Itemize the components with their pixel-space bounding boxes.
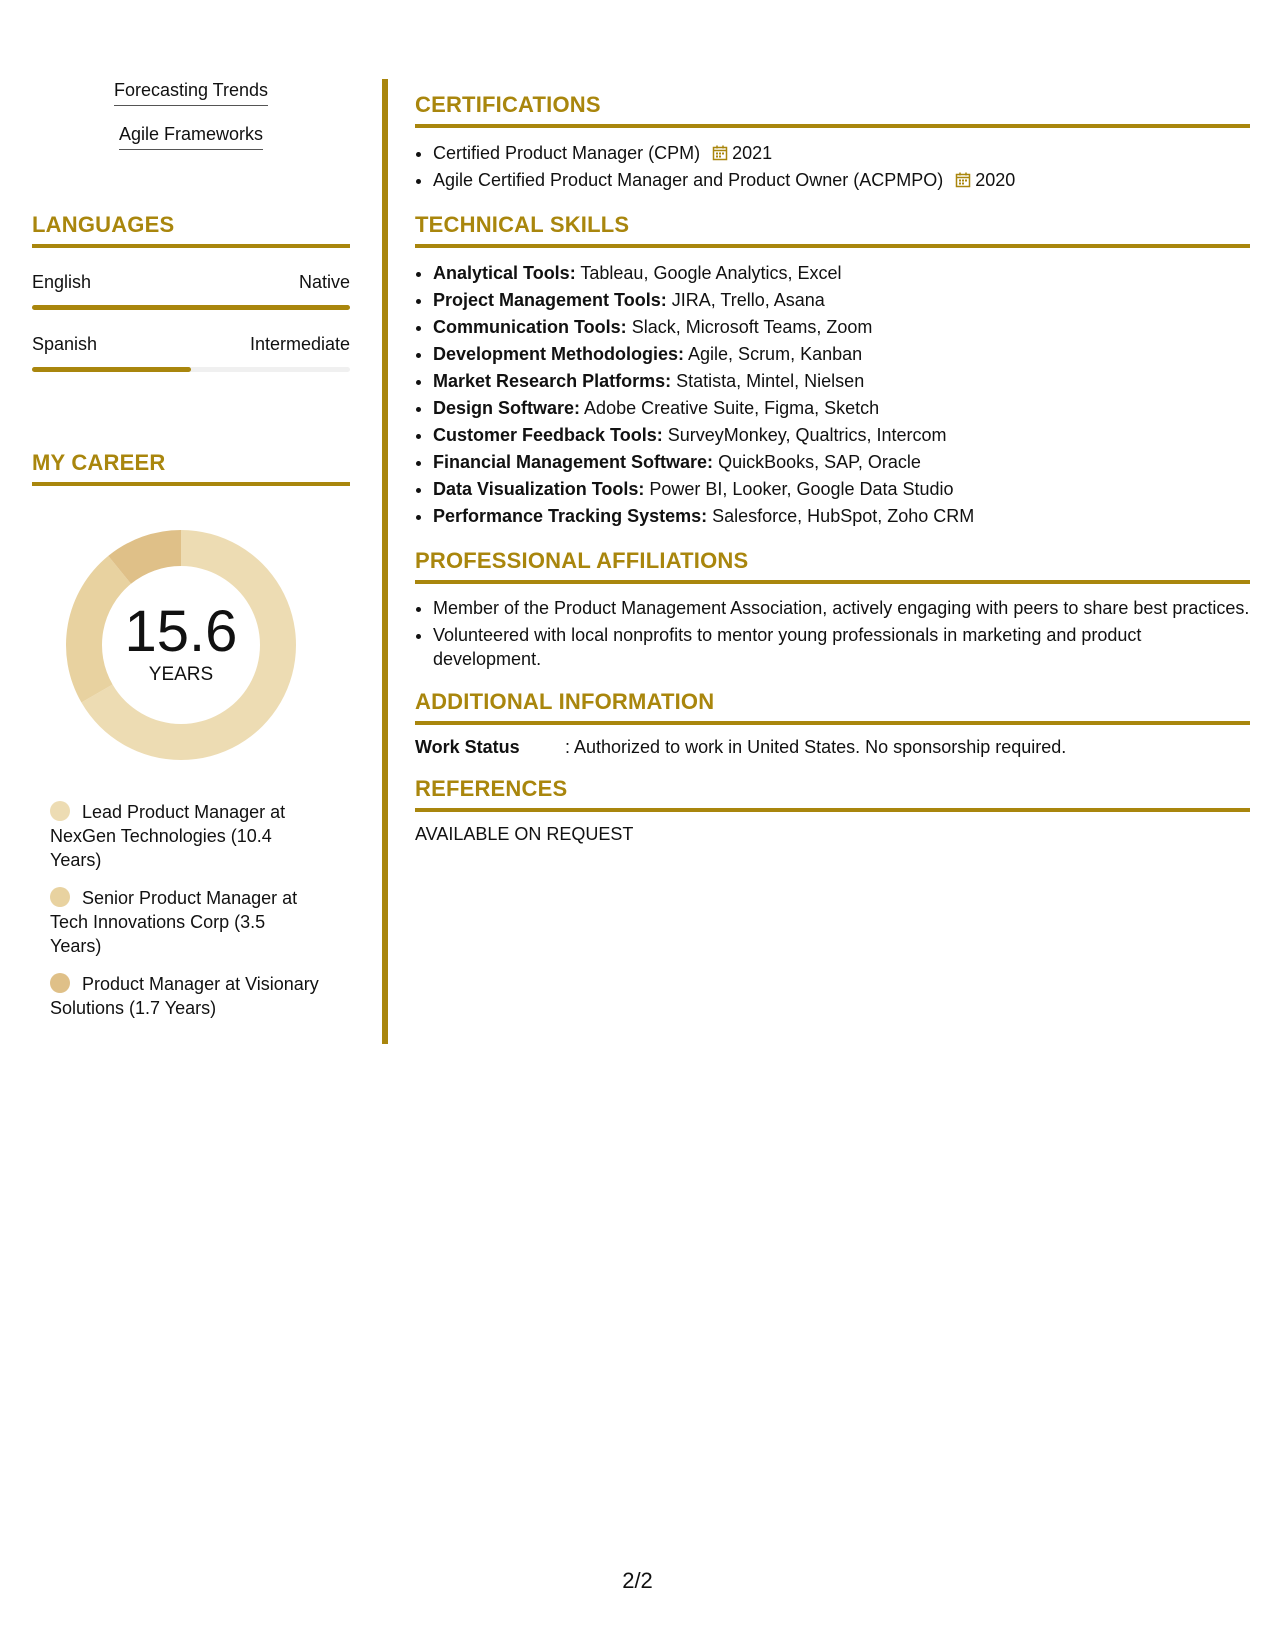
left-column xyxy=(32,80,350,1034)
column-divider xyxy=(382,79,388,1044)
certification-year: 2020 xyxy=(975,170,1016,190)
career-legend-item xyxy=(50,972,320,1020)
skill-value: SurveyMonkey, Qualtrics, Intercom xyxy=(667,425,947,445)
skill-value: Slack, Microsoft Teams, Zoom xyxy=(631,317,873,337)
section-title-technical-skills: TECHNICAL SKILLS xyxy=(415,212,1250,248)
page-number: 2/2 xyxy=(622,1568,653,1593)
section-title-languages: LANGUAGES xyxy=(32,212,350,248)
skill-item xyxy=(433,476,1250,503)
certification-name: Agile Certified Product Manager and Product Owner (ACPMPO) xyxy=(433,170,944,190)
certification-name: Certified Product Manager (CPM) xyxy=(433,143,701,163)
skill-value: Tableau, Google Analytics, Excel xyxy=(580,263,842,283)
legend-label: Product Manager at Visionary Solutions (1.7 Years) xyxy=(50,974,319,1018)
skill-label: Design Software: xyxy=(433,398,581,418)
skill-item xyxy=(433,503,1250,530)
language-name: Spanish xyxy=(32,334,98,354)
calendar-icon xyxy=(955,172,971,188)
skill-chip: Agile Frameworks xyxy=(119,124,263,150)
section-title-references: REFERENCES xyxy=(415,776,1250,812)
skill-label: Data Visualization Tools: xyxy=(433,479,645,499)
section-title-additional-info: ADDITIONAL INFORMATION xyxy=(415,689,1250,725)
certifications-section xyxy=(415,92,1250,194)
legend-label: Lead Product Manager at NexGen Technologies (10.4 Years) xyxy=(50,802,286,870)
language-name: English xyxy=(32,272,92,292)
skill-value: Adobe Creative Suite, Figma, Sketch xyxy=(584,398,880,418)
language-level: Intermediate xyxy=(249,334,350,354)
skill-label: Project Management Tools: xyxy=(433,290,667,310)
certification-item xyxy=(433,167,1250,194)
section-title-career: MY CAREER xyxy=(32,450,350,486)
career-legend-item xyxy=(50,886,320,958)
skill-label: Performance Tracking Systems: xyxy=(433,506,708,526)
section-title-affiliations: PROFESSIONAL AFFILIATIONS xyxy=(415,548,1250,584)
career-unit: YEARS xyxy=(148,664,214,685)
affiliation-item: • Volunteered with local nonprofits to mentor young professionals in marketing and product development. xyxy=(433,623,1250,671)
skill-item xyxy=(433,287,1250,314)
calendar-icon xyxy=(712,145,728,161)
skill-label: Financial Management Software: xyxy=(433,452,714,472)
legend-dot xyxy=(50,801,70,821)
work-status-label: Work Status xyxy=(415,737,520,757)
career-legend-item xyxy=(50,800,320,872)
legend-dot xyxy=(50,887,70,907)
skill-item xyxy=(433,395,1250,422)
career-section xyxy=(32,450,350,1020)
legend-label: Senior Product Manager at Tech Innovations Corp (3.5 Years) xyxy=(50,888,298,956)
language-level: Native xyxy=(298,272,350,292)
skill-chip: Forecasting Trends xyxy=(114,80,268,106)
work-status-value: : Authorized to work in United States. No sponsorship required. xyxy=(565,737,1067,757)
language-bar-fill xyxy=(32,367,191,372)
skill-value: JIRA, Trello, Asana xyxy=(671,290,825,310)
affiliations-section xyxy=(415,548,1250,671)
skills-continued xyxy=(32,80,350,168)
skill-item xyxy=(433,341,1250,368)
language-bar xyxy=(32,305,350,310)
certification-year: 2021 xyxy=(732,143,773,163)
career-donut-chart xyxy=(66,530,296,760)
certification-item xyxy=(433,140,1250,167)
references-text: AVAILABLE ON REQUEST xyxy=(415,824,634,844)
technical-skills-section xyxy=(415,212,1250,530)
skill-label: Customer Feedback Tools: xyxy=(433,425,663,445)
language-item xyxy=(32,272,350,310)
skill-value: Power BI, Looker, Google Data Studio xyxy=(649,479,954,499)
legend-dot xyxy=(50,973,70,993)
skill-value: QuickBooks, SAP, Oracle xyxy=(718,452,921,472)
right-column xyxy=(415,92,1250,863)
career-legend xyxy=(32,800,320,1020)
skill-label: Development Methodologies: xyxy=(433,344,685,364)
languages-section xyxy=(32,212,350,372)
language-bar xyxy=(32,367,350,372)
skill-label: Market Research Platforms: xyxy=(433,371,672,391)
skill-item xyxy=(433,314,1250,341)
skill-item xyxy=(433,422,1250,449)
affiliation-item: • Member of the Product Management Association, actively engaging with peers to share best practices. xyxy=(433,596,1250,620)
additional-info-section xyxy=(415,689,1250,758)
language-bar-fill xyxy=(32,305,350,310)
skill-value: Agile, Scrum, Kanban xyxy=(688,344,863,364)
language-item xyxy=(32,334,350,372)
skill-value: Statista, Mintel, Nielsen xyxy=(676,371,865,391)
skill-label: Communication Tools: xyxy=(433,317,627,337)
skill-item xyxy=(433,368,1250,395)
skill-value: Salesforce, HubSpot, Zoho CRM xyxy=(712,506,975,526)
career-total-years: 15.6 xyxy=(124,599,238,664)
skill-label: Analytical Tools: xyxy=(433,263,576,283)
references-section xyxy=(415,776,1250,845)
skill-item xyxy=(433,260,1250,287)
skill-item xyxy=(433,449,1250,476)
section-title-certifications: CERTIFICATIONS xyxy=(415,92,1250,128)
